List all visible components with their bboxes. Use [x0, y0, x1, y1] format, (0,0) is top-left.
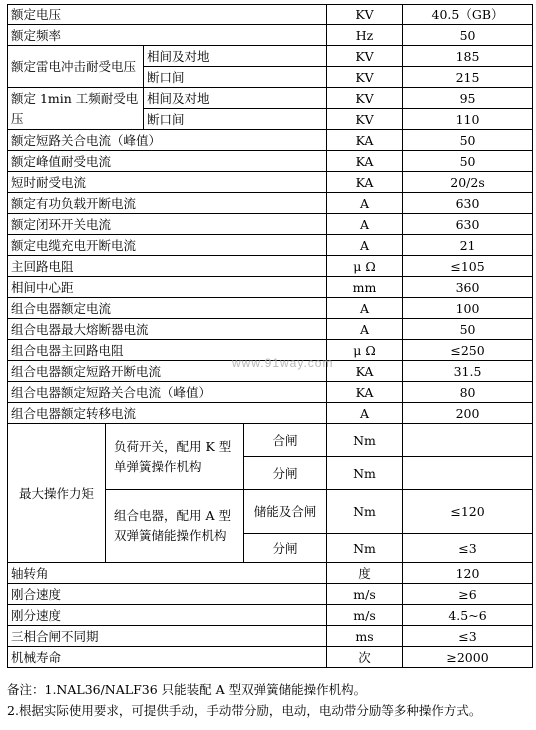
table-row — [8, 172, 533, 193]
param-label: 短时耐受电流 — [8, 172, 327, 193]
table-row — [8, 647, 533, 668]
torque-value: ≤120 — [403, 490, 533, 534]
param-value: 215 — [403, 67, 533, 88]
param-unit: mm — [327, 277, 403, 298]
torque-value: ≤3 — [403, 534, 533, 563]
torque-group-desc: 组合电器，配用 A 型双弹簧储能操作机构 — [106, 490, 244, 563]
param-sub-label: 相间及对地 — [144, 88, 327, 109]
param-value: 50 — [403, 319, 533, 340]
param-label: 额定雷电冲击耐受电压 — [8, 46, 144, 88]
param-label: 组合电器额定短路关合电流（峰值） — [8, 382, 327, 403]
param-unit: KV — [327, 5, 403, 25]
param-value: 80 — [403, 382, 533, 403]
table-row — [8, 340, 533, 361]
table-row — [8, 424, 533, 457]
param-value: 40.5（GB） — [403, 5, 533, 25]
table-row — [8, 5, 533, 25]
torque-unit: Nm — [327, 534, 403, 563]
param-unit: KV — [327, 109, 403, 130]
param-value: ≥6 — [403, 584, 533, 605]
torque-unit: Nm — [327, 457, 403, 490]
param-unit: KA — [327, 172, 403, 193]
param-sub-label: 相间及对地 — [144, 46, 327, 67]
param-label: 三相合闸不同期 — [8, 626, 327, 647]
param-label: 额定频率 — [8, 25, 327, 46]
param-label: 额定电压 — [8, 5, 327, 25]
table-row — [8, 193, 533, 214]
param-label: 额定 1min 工频耐受电压 — [8, 88, 144, 130]
torque-operation: 储能及合闸 — [244, 490, 327, 534]
table-row — [8, 25, 533, 46]
param-label: 额定电缆充电开断电流 — [8, 235, 327, 256]
param-value: ≥2000 — [403, 647, 533, 668]
table-row — [8, 584, 533, 605]
param-unit: ms — [327, 626, 403, 647]
param-label: 机械寿命 — [8, 647, 327, 668]
param-value: 630 — [403, 193, 533, 214]
param-label: 相间中心距 — [8, 277, 327, 298]
param-value: 630 — [403, 214, 533, 235]
torque-unit: Nm — [327, 424, 403, 457]
table-row — [8, 361, 533, 382]
table-row — [8, 319, 533, 340]
table-row — [8, 256, 533, 277]
table-row — [8, 151, 533, 172]
param-label: 额定闭环开关电流 — [8, 214, 327, 235]
param-unit: KV — [327, 88, 403, 109]
param-value: 50 — [403, 130, 533, 151]
param-unit: KA — [327, 130, 403, 151]
torque-value — [403, 457, 533, 490]
torque-value — [403, 424, 533, 457]
param-unit: Hz — [327, 25, 403, 46]
param-value: 360 — [403, 277, 533, 298]
watermark: www.91way.com — [232, 356, 334, 370]
param-label: 主回路电阻 — [8, 256, 327, 277]
table-row — [8, 298, 533, 319]
param-value: ≤105 — [403, 256, 533, 277]
param-sub-label: 断口间 — [144, 67, 327, 88]
param-value: 200 — [403, 403, 533, 424]
param-unit: A — [327, 193, 403, 214]
param-sub-label: 断口间 — [144, 109, 327, 130]
param-value: ≤3 — [403, 626, 533, 647]
table-row — [8, 605, 533, 626]
param-value: 50 — [403, 25, 533, 46]
table-row — [8, 277, 533, 298]
param-unit: KV — [327, 46, 403, 67]
table-row — [8, 382, 533, 403]
table-row — [8, 214, 533, 235]
param-label: 轴转角 — [8, 563, 327, 584]
param-label: 组合电器最大熔断器电流 — [8, 319, 327, 340]
param-unit: A — [327, 298, 403, 319]
param-unit: μ Ω — [327, 256, 403, 277]
table-row — [8, 235, 533, 256]
table-row — [8, 403, 533, 424]
param-unit: A — [327, 403, 403, 424]
param-value: ≤250 — [403, 340, 533, 361]
param-unit: KA — [327, 361, 403, 382]
param-unit: m/s — [327, 605, 403, 626]
note-line-1: 备注：1.NAL36/NALF36 只能装配 A 型双弹簧储能操作机构。 — [7, 682, 367, 697]
param-label: 刚合速度 — [8, 584, 327, 605]
param-unit: A — [327, 319, 403, 340]
table-row — [8, 130, 533, 151]
param-unit: KA — [327, 382, 403, 403]
param-value: 50 — [403, 151, 533, 172]
param-value: 120 — [403, 563, 533, 584]
param-unit: 次 — [327, 647, 403, 668]
torque-operation: 分闸 — [244, 457, 327, 490]
note-line-2: 2.根据实际使用要求，可提供手动，手动带分励，电动，电动带分励等多种操作方式。 — [7, 703, 482, 718]
param-value: 110 — [403, 109, 533, 130]
table-row — [8, 46, 533, 67]
param-value: 21 — [403, 235, 533, 256]
table-row — [8, 563, 533, 584]
param-label: 额定短路关合电流（峰值） — [8, 130, 327, 151]
table-row — [8, 626, 533, 647]
torque-operation: 分闸 — [244, 534, 327, 563]
param-value: 20/2s — [403, 172, 533, 193]
param-value: 31.5 — [403, 361, 533, 382]
param-unit: KV — [327, 67, 403, 88]
param-unit: μ Ω — [327, 340, 403, 361]
param-label: 刚分速度 — [8, 605, 327, 626]
param-label: 额定有功负载开断电流 — [8, 193, 327, 214]
table-row — [8, 88, 533, 109]
param-label: 组合电器主回路电阻 — [8, 340, 327, 361]
param-value: 4.5~6 — [403, 605, 533, 626]
param-value: 100 — [403, 298, 533, 319]
param-value: 95 — [403, 88, 533, 109]
spec-table — [7, 4, 533, 668]
param-unit: KA — [327, 151, 403, 172]
param-label: 组合电器额定电流 — [8, 298, 327, 319]
param-label: 组合电器额定转移电流 — [8, 403, 327, 424]
torque-operation: 合闸 — [244, 424, 327, 457]
param-label: 组合电器额定短路开断电流 — [8, 361, 327, 382]
torque-label: 最大操作力矩 — [8, 424, 106, 563]
param-label: 额定峰值耐受电流 — [8, 151, 327, 172]
param-unit: A — [327, 214, 403, 235]
torque-unit: Nm — [327, 490, 403, 534]
torque-group-desc: 负荷开关，配用 K 型单弹簧操作机构 — [106, 424, 244, 490]
param-unit: 度 — [327, 563, 403, 584]
param-unit: m/s — [327, 584, 403, 605]
param-unit: A — [327, 235, 403, 256]
param-value: 185 — [403, 46, 533, 67]
